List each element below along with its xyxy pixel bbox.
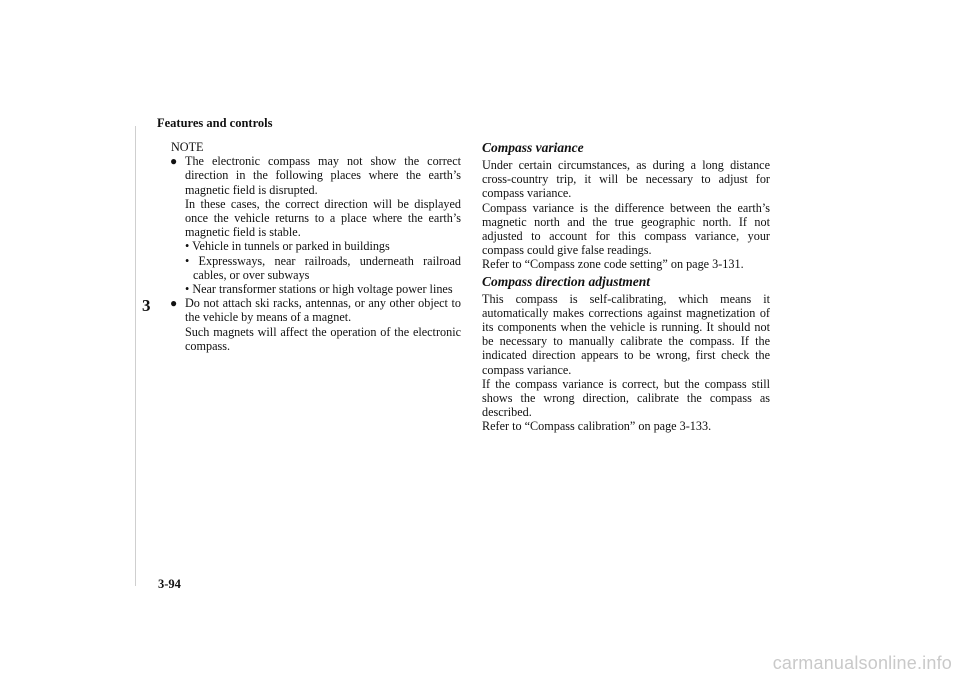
section-compass-variance: [482, 140, 770, 272]
note-paragraph: Do not attach ski racks, antennas, or any other object to the vehicle by means of a magnet.: [185, 296, 461, 325]
section-heading: Compass direction adjustment: [482, 273, 651, 289]
note-paragraph: Such magnets will affect the operation of the electronic compass.: [185, 324, 461, 353]
note-paragraph: In these cases, the correct direction will be displayed once the vehicle returns to a place where the earth’s magnetic field is stable.: [185, 196, 461, 240]
note-sub-item: • Vehicle in tunnels or parked in buildings: [185, 239, 390, 254]
body-paragraph: Under certain circumstances, as during a long distance cross-country trip, it will be necessary to adjust for compass variance.: [482, 158, 770, 201]
bullet-icon: ●: [170, 154, 178, 169]
running-header: Features and controls: [157, 116, 273, 130]
body-paragraph: This compass is self-calibrating, which means it automatically makes corrections against magnetization of its components when the vehicle is running. It should not be necessary to manually calibrate the compass. If the indicated direction appears to be wrong, first check the compass variance.: [482, 291, 770, 377]
section-heading: Compass variance: [482, 140, 584, 155]
note-sub-item: • Expressways, near railroads, underneath railroad cables, or over subways: [185, 253, 461, 282]
note-label: NOTE: [171, 140, 204, 154]
chapter-divider-line: [135, 126, 136, 586]
body-paragraph: Compass variance is the difference between the earth’s magnetic north and the true geographic north. If not adjusted to account for this compass variance, your compass could give false readings.: [482, 200, 770, 258]
section-compass-direction-adjustment: [482, 274, 770, 434]
note-paragraph: The electronic compass may not show the correct direction in the following places where the earth’s magnetic field is disrupted.: [185, 154, 461, 197]
right-column: [482, 140, 770, 436]
page-number: 3-94: [158, 577, 181, 591]
cross-reference: Refer to “Compass calibration” on page 3-133.: [482, 419, 712, 434]
body-paragraph: If the compass variance is correct, but the compass still shows the wrong direction, calibrate the compass as described.: [482, 376, 770, 420]
watermark: carmanualsonline.info: [772, 653, 952, 673]
bullet-icon: ●: [170, 296, 178, 311]
note-sub-item: • Near transformer stations or high voltage power lines: [185, 282, 453, 297]
note-bullet-2: [171, 296, 461, 353]
cross-reference: Refer to “Compass zone code setting” on page 3-131.: [482, 257, 744, 272]
left-column: [171, 140, 461, 353]
note-bullet-1: [171, 154, 461, 296]
chapter-number: 3: [142, 296, 151, 315]
